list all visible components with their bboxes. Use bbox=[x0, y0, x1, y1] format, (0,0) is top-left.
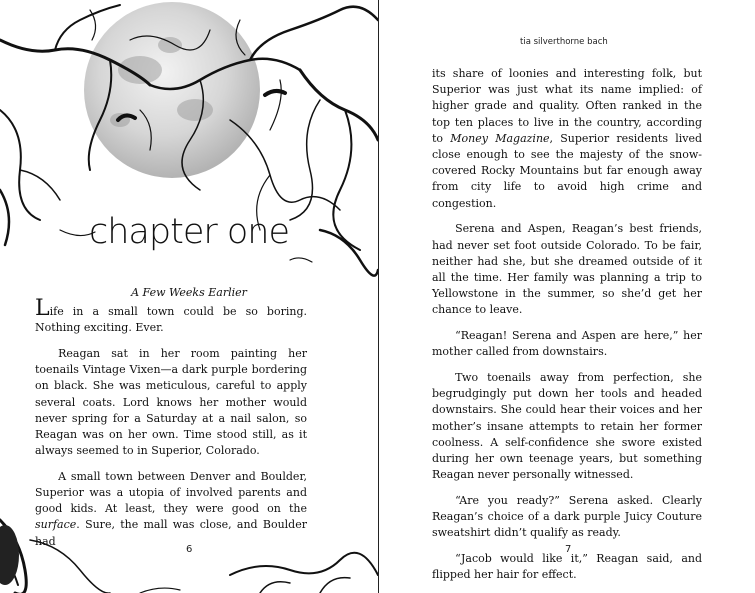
left-paragraph-1: Life in a small town could be so boring. Nothing exciting. Ever. bbox=[35, 296, 307, 335]
right-page-body bbox=[432, 66, 702, 593]
right-page-number: 7 bbox=[565, 544, 572, 555]
left-paragraph-2: Reagan sat in her room painting her toenails Vintage Vixen—a dark purple bordering on black. She was meticulous, careful to apply several coats. Lord knows her mother would never spring for a Saturday at a nail salon, so Reagan was on her own. Time stood still, as it always seemed to in Superior, Colorado. bbox=[35, 346, 307, 458]
running-head: tia silverthorne bach bbox=[520, 37, 608, 47]
chapter-title: chapter one bbox=[89, 212, 289, 252]
right-paragraph-2: Serena and Aspen, Reagan’s best friends, had never set foot outside Colorado. To be fair, neither had she, but she dreamed outside of it all the time. Her family was planning a trip to Yellowstone in the summer, so she’d get her chance to leave. bbox=[432, 222, 702, 317]
drop-cap: L bbox=[35, 296, 50, 321]
chapter-subtitle: A Few Weeks Earlier bbox=[131, 286, 247, 299]
right-paragraph-3: “Reagan! Serena and Aspen are here,” her mother called from downstairs. bbox=[432, 329, 702, 359]
right-paragraph-1: its share of loonies and interesting folk, but Superior was just what its name implied: of higher grade and quality. Often ranked in the top ten places to live in the country, according to Money Magazine, Superior residents lived close enough to see the majesty of the snow-covered Rocky Mountains but far enough away from city life to avoid high crime and congestion. bbox=[432, 67, 702, 210]
right-paragraph-6: “Jacob would like it,” Reagan said, and flipped her hair for effect. bbox=[432, 551, 702, 582]
dark-corner-shape bbox=[0, 525, 19, 585]
left-paragraph-3: A small town between Denver and Boulder, Superior was a utopia of involved parents and good kids. At least, they were good on the surface. Sure, the mall was close, and Boulder had bbox=[35, 469, 307, 548]
right-paragraph-5: “Are you ready?” Serena asked. Clearly Reagan’s choice of a dark purple Juicy Couture sweatshirt didn’t qualify as ready. bbox=[432, 493, 702, 540]
right-paragraph-4: Two toenails away from perfection, she begrudgingly put down her tools and headed downstairs. She could hear their voices and her mother’s insane attempts to retain her former coolness. A self-confidence she swore existed during her own teenage years, but something Reagan never personally witnessed. bbox=[432, 370, 702, 482]
left-page-body bbox=[35, 296, 307, 559]
left-page-number: 6 bbox=[186, 544, 193, 555]
